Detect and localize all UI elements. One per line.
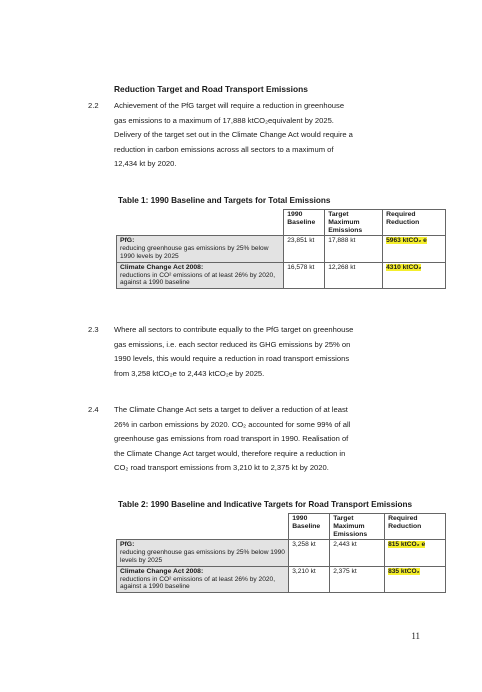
table-row [117,236,446,262]
highlighted-value: 4310 ktCO₂ [386,263,422,271]
target-cell: 12,268 kt [325,262,383,288]
paragraph-line: greenhouse gas emissions from road transport in 1990. Realisation of [114,434,349,444]
row-title: Climate Change Act 2008: [120,567,204,575]
reduction-cell [385,540,446,566]
table-row [117,262,446,288]
row-title: PfG: [120,541,135,549]
row-title: Climate Change Act 2008: [120,263,204,271]
paragraph-number: 2.4 [88,405,99,414]
table-row [117,540,446,566]
table-row [117,566,446,592]
row-description: reducing greenhouse gas emissions by 25% below 1990 levels by 2025 [120,549,285,564]
column-header: Target Maximum Emissions [330,514,385,540]
highlighted-value: 815 ktCO₂ e [388,541,426,549]
paragraph-line: the Climate Change Act target would, therefore require a reduction in [114,448,346,458]
reduction-cell [383,236,446,262]
row-description: reducing greenhouse gas emissions by 25% below 1990 levels by 2025 [120,245,269,260]
row-description: reductions in CO² emissions of at least 26% by 2020, against a 1990 baseline [120,271,276,287]
table-1 [116,209,446,289]
paragraph-line: 12,434 kt by 2020. [114,159,177,169]
highlighted-value: 835 ktCO₂ [388,567,420,575]
highlighted-value: 5963 ktCO₂ e [386,237,427,245]
reduction-cell [385,566,446,592]
table-header-row [117,514,446,540]
row-title: PfG: [120,237,135,245]
paragraph-line: gas emissions to a maximum of 17,888 ktCO₂equivalent by 2025. [114,115,334,125]
table-2 [116,513,446,593]
table-2-caption: Table 2: 1990 Baseline and Indicative Targets for Road Transport Emissions [118,500,413,509]
paragraph-line: reduction in carbon emissions across all sectors to a maximum of [114,144,334,154]
column-header: 1990 Baseline [284,210,325,236]
baseline-cell: 3,210 kt [289,566,330,592]
paragraph-line: from 3,258 ktCO₂e to 2,443 ktCO₂e by 2025. [114,368,265,378]
target-cell: 2,443 kt [330,540,385,566]
paragraph-line: Delivery of the target set out in the Climate Change Act would require a [114,130,353,140]
paragraph-line: gas emissions, i.e. each sector reduced its GHG emissions by 25% on [114,339,351,349]
page-number: 11 [411,631,420,641]
baseline-cell: 3,258 kt [289,540,330,566]
table-1-caption: Table 1: 1990 Baseline and Targets for Total Emissions [118,196,331,205]
paragraph-number: 2.2 [88,101,99,110]
row-label [117,262,284,288]
row-description: reductions in CO² emissions of at least 26% by 2020, against a 1990 baseline [120,575,276,591]
column-header: Required Reduction [385,514,446,540]
table-header-row [117,210,446,236]
paragraph-line: Where all sectors to contribute equally to the PfG target on greenhouse [114,325,354,334]
column-header: Required Reduction [383,210,446,236]
paragraph-line: CO₂ road transport emissions from 3,210 kt to 2,375 kt by 2020. [114,463,329,473]
paragraph-line: 1990 levels, this would require a reduction in road transport emissions [114,354,350,364]
paragraph-2-3 [114,323,353,381]
target-cell: 2,375 kt [330,566,385,592]
column-header: Target Maximum Emissions [325,210,383,236]
row-label [117,540,289,566]
paragraph-line: Achievement of the PfG target will require a reduction in greenhouse [114,101,345,110]
section-heading: Reduction Target and Road Transport Emissions [114,84,308,94]
row-label [117,566,289,592]
reduction-cell [383,262,446,288]
row-label [117,236,284,262]
target-cell: 17,888 kt [325,236,383,262]
column-header: 1990 Baseline [289,514,330,540]
paragraph-line: The Climate Change Act sets a target to deliver a reduction of at least [114,405,348,414]
paragraph-2-4 [114,403,350,476]
baseline-cell: 23,851 kt [284,236,325,262]
baseline-cell: 16,578 kt [284,262,325,288]
paragraph-2-2 [114,99,353,172]
paragraph-number: 2.3 [88,325,99,334]
paragraph-line: 26% in carbon emissions by 2020. CO₂ accounted for some 99% of all [114,419,351,429]
